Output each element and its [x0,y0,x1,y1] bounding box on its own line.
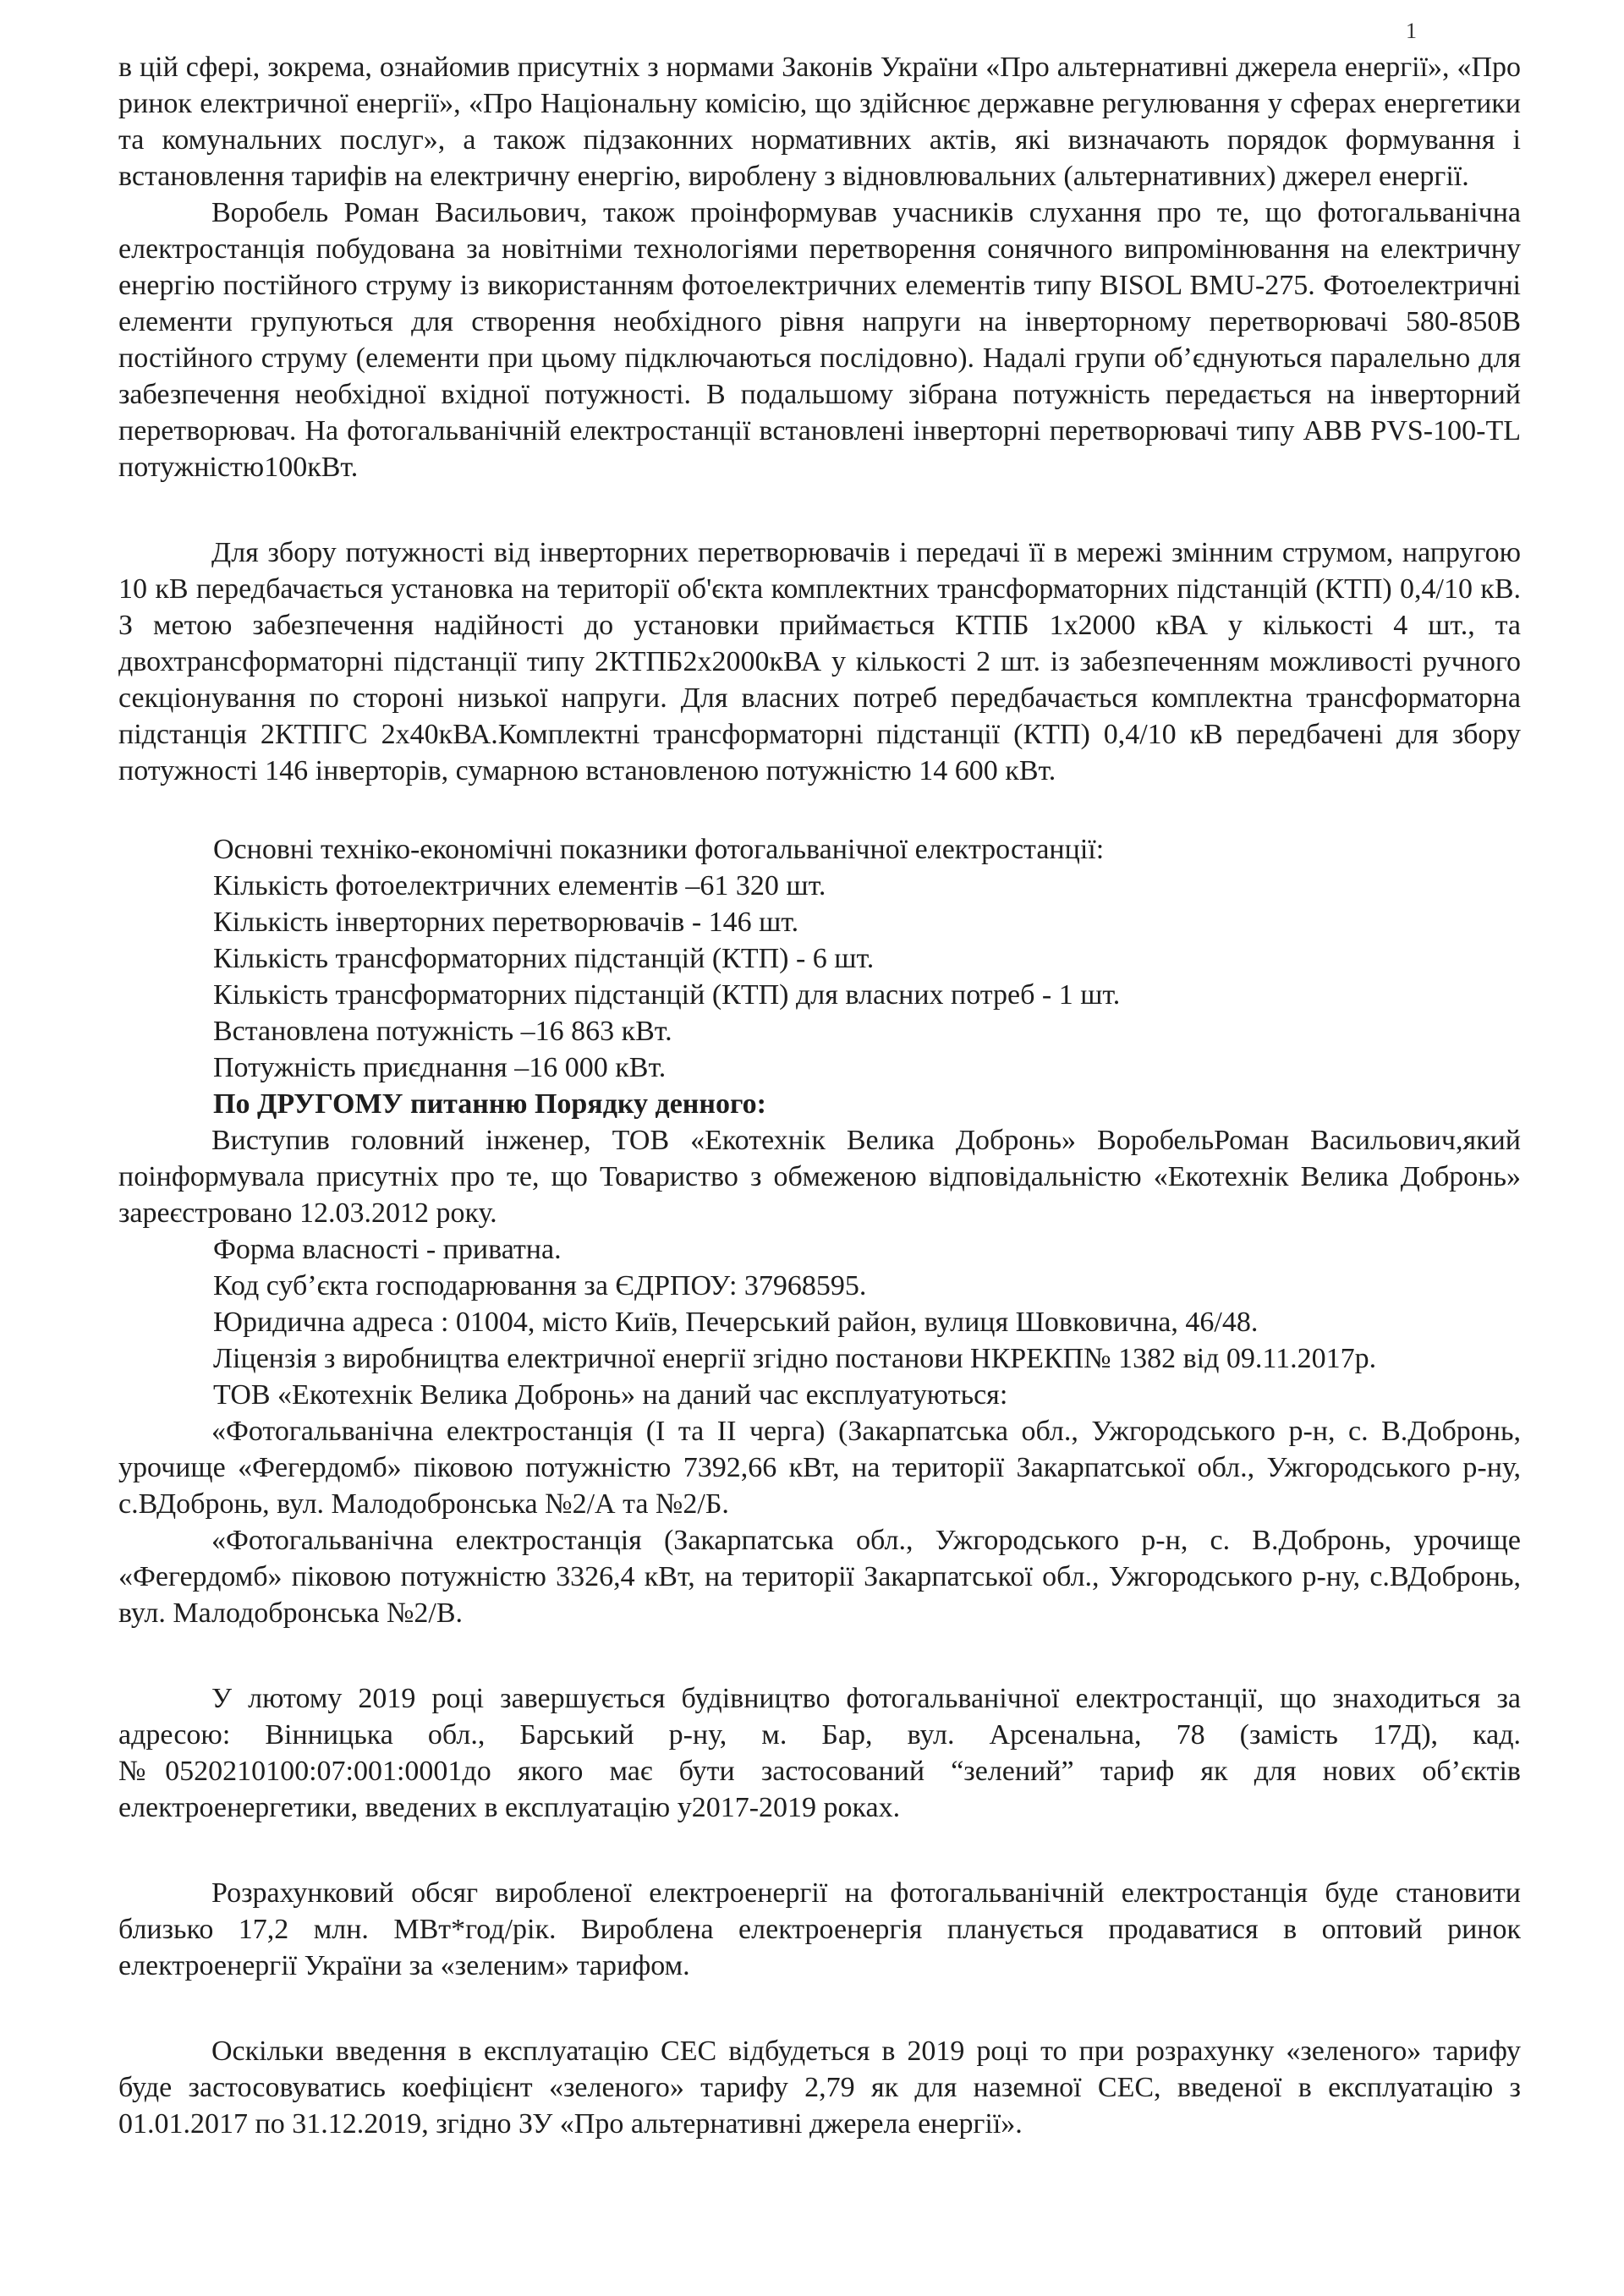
page-number: 1 [1406,19,1417,43]
indicators-block [118,831,1521,1086]
indicators-title: Основні техніко-економічні показники фотогальванічної електростанції: [213,834,1105,865]
document-body [118,49,1521,2142]
company-fact: Код суб’єкта господарювання за ЄДРПОУ: 37968595. [213,1270,867,1301]
indicator-item: Встановлена потужність –16 863 кВт. [213,1016,672,1047]
indicator-item: Кількість трансформаторних підстанцій (КТП) для власних потреб - 1 шт. [213,979,1121,1011]
indicator-item: Кількість фотоелектричних елементів –61 320 шт. [213,870,826,901]
plant-1-paragraph: «Фотогальванічна електростанція (І та ІІ черга) (Закарпатська обл., Ужгородського р-н, с. В.Добронь, урочище «Фегердомб» піковою потужністю 7392,66 кВт, на території Закарпатської обл., Ужгородського р-ну, с.ВДобронь, вул. Малодобронська №2/А та №2/Б. [118,1416,1521,1520]
intro-paragraph: в цій сфері, зокрема, ознайомив присутніх з нормами Законів України «Про альтернативні джерела енергії», «Про ринок електричної енергії», «Про Національну комісію, що здійснює державне регулювання у сферах енергетики та комунальних послуг», а також підзаконних нормативних актів, які визначають порядок формування і встановлення тарифів на електричну енергію, вироблену з відновлювальних (альтернативних) джерел енергії. [118,52,1521,192]
tariff-paragraph: Оскільки введення в експлуатацію СЕС відбудеться в 2019 році то при розрахунку «зеленого» тарифу буде застосовуватись коефіцієнт «зеленого» тарифу 2,79 як для наземної СЕС, введеної в експлуатацію з 01.01.2017 по 31.12.2019, згідно ЗУ «Про альтернативні джерела енергії». [118,2036,1521,2140]
speaker-paragraph: Виступив головний інженер, ТОВ «Екотехнік Велика Добронь» ВоробельРоман Васильович,який поінформувала присутніх про те, що Товариство з обмеженою відповідальністю «Екотехнік Велика Добронь» зареєстровано 12.03.2012 року. [118,1125,1521,1229]
transformers-paragraph: Для збору потужності від інверторних перетворювачів і передачі її в мережі змінним струмом, напругою 10 кВ передбачається установка на території об'єкта комплектних трансформаторних підстанцій (КТП) 0,4/10 кВ. З метою забезпечення надійності до установки приймається КТПБ 1х2000 кВА у кількості 4 шт., та двохтрансформаторні підстанції типу 2КТПБ2х2000кВА у кількості 2 шт. із забезпеченням можливості ручного секціонування по стороні низької напруги. Для власних потреб передбачається комплектна трансформаторна підстанція 2КТПГС 2х40кВА.Комплектні трансформаторні підстанції (КТП) 0,4/10 кВ передбачені для збору потужності 146 інверторів, сумарною встановленою потужністю 14 600 кВт. [118,537,1521,786]
indicator-item: Кількість трансформаторних підстанцій (КТП) - 6 шт. [213,943,875,974]
company-facts [118,1231,1521,1413]
construction-paragraph: У лютому 2019 році завершується будівництво фотогальванічної електростанції, що знаходиться за адресою: Вінницька обл., Барський р-ну, м. Бар, вул. Арсенальна, 78 (замість 17Д), кад. №0520210100:07:001:0001до якого має бути застосований “зелений” тариф як для нових об’єктів електроенергетики, введених в експлуатацію у2017-2019 роках. [118,1683,1521,1823]
company-fact: Ліцензія з виробництва електричної енергії згідно постанови НКРЕКП№ 1382 від 09.11.2017р. [213,1343,1377,1374]
plant-2-paragraph: «Фотогальванічна електростанція (Закарпатська обл., Ужгородського р-н, с. В.Добронь, урочище «Фегердомб» піковою потужністю 3326,4 кВт, на території Закарпатської обл., Ужгородського р-ну, с.ВДобронь, вул. Малодобронська №2/В. [118,1525,1521,1629]
technology-paragraph: Воробель Роман Васильович, також проінформував учасників слухання про те, що фотогальванічна електростанція побудована за новітніми технологіями перетворення сонячного випромінювання на електричну енергію постійного струму із використанням фотоелектричних елементів типу BISOL BMU-275. Фотоелектричні елементи групуються для створення необхідного рівня напруги на інверторному перетворювачі 580-850В постійного струму (елементи при цьому підключаються послідовно). Надалі групи об’єднуються паралельно для забезпечення необхідної вхідної потужності. В подальшому зібрана потужність передається на інверторний перетворювач. На фотогальванічній електростанції встановлені інверторні перетворювачі типу ABB PVS-100-TL потужністю100кВт. [118,197,1521,483]
indicator-item: Потужність приєднання –16 000 кВт. [213,1052,667,1083]
company-fact: ТОВ «Екотехнік Велика Добронь» на даний час експлуатуються: [213,1379,1008,1411]
second-question-heading: По ДРУГОМУ питанню Порядку денного: [213,1088,766,1120]
indicator-item: Кількість інверторних перетворювачів - 146 шт. [213,907,799,938]
volume-paragraph: Розрахунковий обсяг виробленої електроенергії на фотогальванічній електростанція буде становити близько 17,2 млн. МВт*год/рік. Вироблена електроенергія планується продаватися в оптовий ринок електроенергії України за «зеленим» тарифом. [118,1877,1521,1981]
company-fact: Форма власності - приватна. [213,1234,562,1265]
company-fact: Юридична адреса : 01004, місто Київ, Печерський район, вулиця Шовковична, 46/48. [213,1307,1259,1338]
